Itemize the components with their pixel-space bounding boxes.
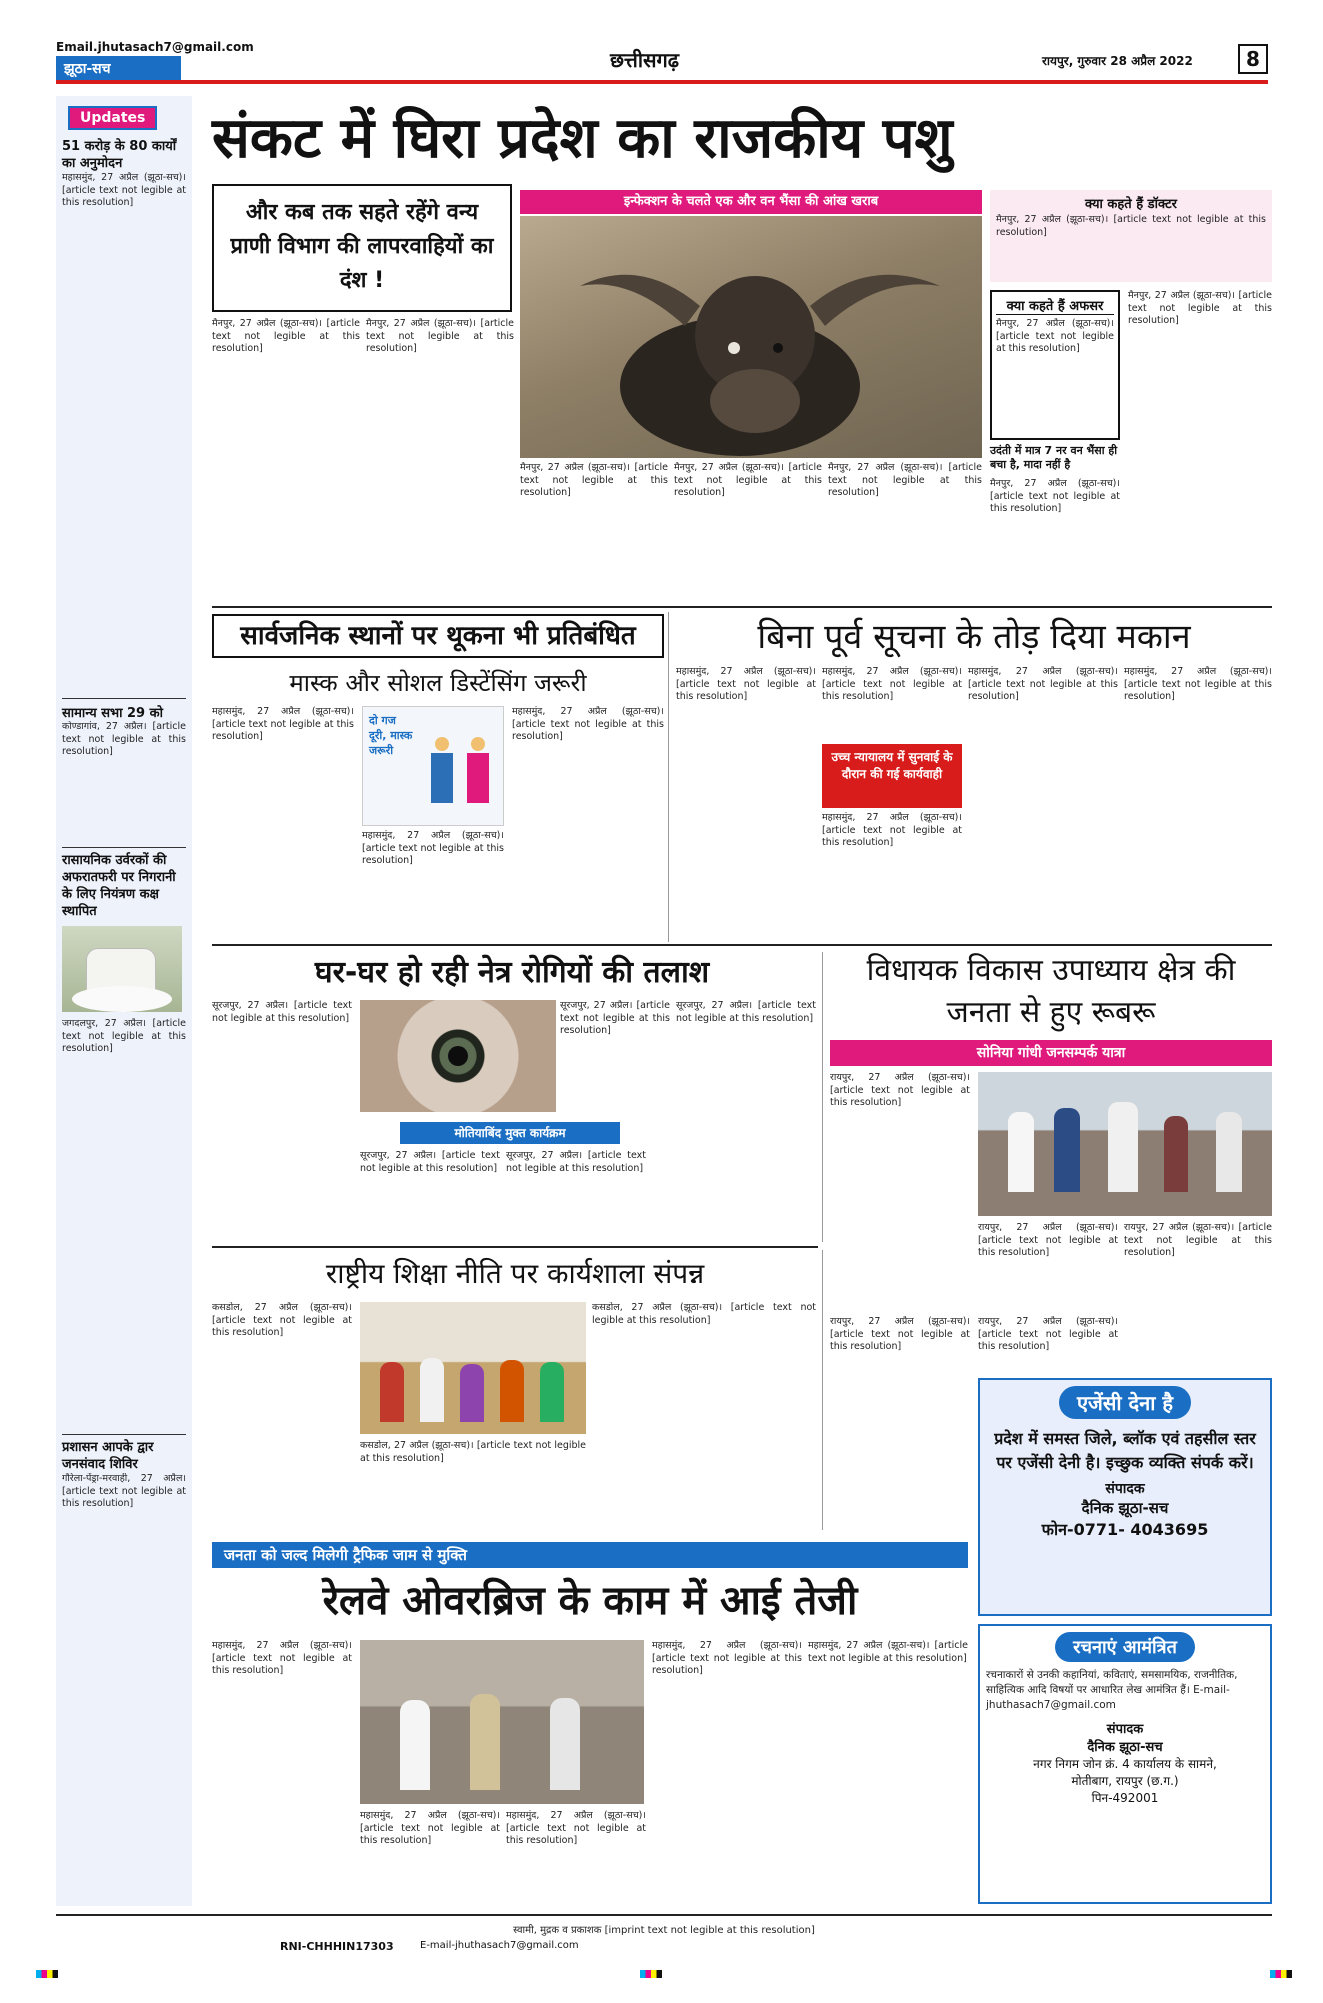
person-icon: [500, 1360, 524, 1422]
registration-mark: [1270, 1970, 1292, 1978]
demolition-col-3: महासमुंद, 27 अप्रैल (झूठा-सच)। [article text not legible at this resolution]: [968, 666, 1118, 702]
demolition-headline: बिना पूर्व सूचना के तोड़ दिया मकान: [757, 617, 1191, 657]
masthead-dateline: रायपुर, गुरुवार 28 अप्रैल 2022: [1042, 54, 1193, 68]
lead-col-1: मैनपुर, 27 अप्रैल (झूठा-सच)। [article text not legible at this resolution]: [212, 318, 360, 354]
education-col-3: कसडोल, 27 अप्रैल (झूठा-सच)। [article text not legible at this resolution]: [592, 1302, 816, 1326]
demolition-col-4: महासमुंद, 27 अप्रैल (झूठा-सच)। [article text not legible at this resolution]: [1124, 666, 1272, 702]
person-icon: [460, 1364, 484, 1422]
officer-box: [990, 290, 1120, 440]
mla-col-4: रायपुर, 27 अप्रैल (झूठा-सच)। [article text not legible at this resolution]: [830, 1316, 970, 1352]
lead-highlight: उदंती में मात्र 7 नर वन भैंसा ही बचा है, मादा नहीं है: [990, 444, 1118, 471]
buffalo-illustration: [520, 216, 982, 458]
invite-ad-editor: संपादक: [1106, 1722, 1144, 1737]
divider-mid-2: [822, 952, 823, 1242]
person-icon: [1008, 1112, 1034, 1192]
officer-box-body: मैनपुर, 27 अप्रैल (झूठा-सच)। [article text not legible at this resolution]: [996, 318, 1114, 354]
spitting-col-1: महासमुंद, 27 अप्रैल (झूठा-सच)। [article text not legible at this resolution]: [212, 706, 354, 742]
person-icon: [1054, 1108, 1080, 1192]
railway-col-2: महासमुंद, 27 अप्रैल (झूठा-सच)। [article text not legible at this resolution]: [360, 1810, 500, 1846]
eye-col-3: सूरजपुर, 27 अप्रैल। [article text not legible at this resolution]: [560, 1000, 670, 1036]
doctor-box-body: मैनपुर, 27 अप्रैल (झूठा-सच)। [article text not legible at this resolution]: [996, 214, 1266, 238]
person-icon: [1216, 1112, 1242, 1192]
person-icon: [1164, 1116, 1188, 1192]
mla-col-1: रायपुर, 27 अप्रैल (झूठा-सच)। [article text not legible at this resolution]: [830, 1072, 970, 1108]
footer-rni: RNI-CHHHIN17303: [280, 1940, 394, 1953]
invite-ad-address-2: मोतीबाग, रायपुर (छ.ग.): [1071, 1774, 1179, 1788]
divider-lead: [212, 606, 1272, 608]
masthead-email[interactable]: Email.jhutasach7@gmail.com: [56, 40, 254, 54]
railway-col-5: महासमुंद, 27 अप्रैल (झूठा-सच)। [article text not legible at this resolution]: [808, 1640, 968, 1664]
invite-ad-pincode: पिन-492001: [1091, 1791, 1159, 1805]
invite-ad: [978, 1624, 1272, 1904]
person-icon: [540, 1362, 564, 1422]
divider-row3: [212, 1246, 818, 1248]
railway-col-1: महासमुंद, 27 अप्रैल (झूठा-सच)। [article text not legible at this resolution]: [212, 1640, 352, 1676]
divider-row2: [212, 944, 1272, 946]
doctor-box-title: क्या कहते हैं डॉक्टर: [1085, 197, 1177, 212]
person-icon: [435, 737, 449, 751]
railway-kicker: जनता को जल्द मिलेगी ट्रैफिक जाम से मुक्ति: [212, 1542, 968, 1568]
sidebar-story3-headline: रासायनिक उर्वरकों की अफरातफरी पर निगरानी के लिए नियंत्रण कक्ष स्थापित: [62, 847, 186, 920]
mla-col-2: रायपुर, 27 अप्रैल (झूठा-सच)। [article text not legible at this resolution]: [978, 1222, 1118, 1258]
person-icon: [420, 1358, 444, 1422]
lead-photo-banner: इन्फेक्शन के चलते एक और वन भैंसा की आंख खराब: [520, 190, 982, 214]
railway-col-3: महासमुंद, 27 अप्रैल (झूठा-सच)। [article text not legible at this resolution]: [506, 1810, 646, 1846]
masthead: [0, 0, 1323, 90]
spitting-headline: सार्वजनिक स्थानों पर थूकना भी प्रतिबंधित: [212, 614, 664, 658]
agency-ad-contact-label: संपादक: [1105, 1481, 1145, 1497]
demolition-col-2: महासमुंद, 27 अप्रैल (झूठा-सच)। [article text not legible at this resolution]: [822, 666, 962, 702]
demolition-col-1: महासमुंद, 27 अप्रैल (झूठा-सच)। [article text not legible at this resolution]: [676, 666, 816, 702]
demolition-callout: उच्च न्यायालय में सुनवाई के दौरान की गई कार्यवाही: [822, 744, 962, 808]
mla-col-3: रायपुर, 27 अप्रैल (झूठा-सच)। [article text not legible at this resolution]: [1124, 1222, 1272, 1258]
eye-col-4: सूरजपुर, 27 अप्रैल। [article text not legible at this resolution]: [506, 1150, 646, 1174]
person-icon: [471, 737, 485, 751]
person-icon: [380, 1362, 404, 1422]
officer-box-title: क्या कहते हैं अफसर: [996, 296, 1114, 315]
person-icon: [400, 1700, 430, 1790]
spitting-poster-text: दो गज दूरी, मास्क जरूरी: [369, 714, 413, 757]
registration-mark: [36, 1970, 58, 1978]
sidebar-story2-headline: सामान्य सभा 29 को: [62, 698, 186, 721]
person-icon: [550, 1698, 580, 1790]
sidebar-story4-body: गौरेला-पेंड्रा-मरवाही, 27 अप्रैल। [article text not legible at this resolution]: [62, 1473, 186, 1509]
education-col-2: कसडोल, 27 अप्रैल (झूठा-सच)। [article text not legible at this resolution]: [360, 1440, 586, 1464]
divider-mid: [668, 612, 669, 942]
agency-ad-paper: दैनिक झूठा-सच: [1081, 1499, 1169, 1517]
lead-col-5: मैनपुर, 27 अप्रैल (झूठा-सच)। [article text not legible at this resolution]: [828, 462, 982, 498]
agency-ad-body: प्रदेश में समस्त जिले, ब्लॉक एवं तहसील स्तर पर एजेंसी देनी है। इच्छुक व्यक्ति संपर्क करें।: [994, 1429, 1256, 1472]
mla-photo: [978, 1072, 1272, 1216]
sidebar-story4-headline: प्रशासन आपके द्वार जनसंवाद शिविर: [62, 1434, 186, 1473]
fertilizer-photo: [62, 926, 182, 1012]
spitting-col-3: महासमुंद, 27 अप्रैल (झूठा-सच)। [article text not legible at this resolution]: [512, 706, 664, 742]
mla-banner: सोनिया गांधी जनसम्पर्क यात्रा: [830, 1040, 1272, 1066]
spitting-poster: [362, 706, 504, 826]
railway-photo: [360, 1640, 644, 1804]
lead-col-right: मैनपुर, 27 अप्रैल (झूठा-सच)। [article text not legible at this resolution]: [1128, 290, 1272, 326]
eye-col-1: सूरजपुर, 27 अप्रैल। [article text not legible at this resolution]: [212, 1000, 352, 1024]
invite-ad-address-1: नगर निगम जोन क्रं. 4 कार्यालय के सामने,: [1033, 1757, 1217, 1771]
person-icon: [467, 753, 489, 803]
masthead-brand: झूठा-सच: [56, 56, 181, 80]
masthead-rule: [56, 80, 1268, 84]
eye-icon: [448, 1046, 468, 1066]
masthead-section: छत्तीसगढ़: [610, 48, 680, 72]
education-headline: राष्ट्रीय शिक्षा नीति पर कार्यशाला संपन्न: [325, 1257, 705, 1290]
lead-subhead-box: [212, 184, 512, 312]
page-number: 8: [1238, 44, 1268, 74]
person-icon: [470, 1694, 500, 1790]
lead-col-2: मैनपुर, 27 अप्रैल (झूठा-सच)। [article text not legible at this resolution]: [366, 318, 514, 354]
eye-caption: मोतियाबिंद मुक्त कार्यक्रम: [400, 1122, 620, 1144]
sidebar-story2-body: कोण्डागांव, 27 अप्रैल। [article text not legible at this resolution]: [62, 721, 186, 757]
divider-mid-3: [822, 1250, 823, 1530]
footer-imprint: स्वामी, मुद्रक व प्रकाशक [imprint text not legible at this resolution]: [513, 1925, 815, 1936]
eye-photo: [360, 1000, 556, 1112]
invite-ad-title: रचनाएं आमंत्रित: [1055, 1632, 1195, 1662]
education-col-1: कसडोल, 27 अप्रैल (झूठा-सच)। [article text not legible at this resolution]: [212, 1302, 352, 1338]
invite-ad-body: रचनाकारों से उनकी कहानियां, कविताएं, समसामयिक, राजनीतिक, साहित्यिक आदि विषयों पर आधारित लेख आमंत्रित हैं। E-mail-jhuthasach7@gmail.com: [986, 1669, 1238, 1711]
sidebar-story1-body: महासमुंद, 27 अप्रैल (झूठा-सच)। [article text not legible at this resolution]: [62, 172, 186, 208]
doctor-box: [990, 190, 1272, 282]
eye-col-5: सूरजपुर, 27 अप्रैल। [article text not legible at this resolution]: [676, 1000, 816, 1024]
railway-headline: रेलवे ओवरब्रिज के काम में आई तेजी: [322, 1578, 858, 1624]
mla-headline: विधायक विकास उपाध्याय क्षेत्र की जनता से हुए रूबरू: [866, 953, 1236, 1030]
lead-col-3: मैनपुर, 27 अप्रैल (झूठा-सच)। [article text not legible at this resolution]: [520, 462, 668, 498]
demolition-col-2b: महासमुंद, 27 अप्रैल (झूठा-सच)। [article text not legible at this resolution]: [822, 812, 962, 848]
footer-email[interactable]: E-mail-jhuthasach7@gmail.com: [420, 1940, 579, 1951]
lead-headline: संकट में घिरा प्रदेश का राजकीय पशु: [212, 105, 953, 171]
mla-col-5: रायपुर, 27 अप्रैल (झूठा-सच)। [article text not legible at this resolution]: [978, 1316, 1118, 1352]
eye-headline: घर-घर हो रही नेत्र रोगियों की तलाश: [314, 955, 710, 990]
sidebar-story3-body: जगदलपुर, 27 अप्रैल। [article text not legible at this resolution]: [62, 1018, 186, 1054]
sidebar: [56, 96, 192, 1906]
footer-rule: [56, 1914, 1272, 1916]
sidebar-story1-headline: 51 करोड़ के 80 कार्यों का अनुमोदन: [62, 139, 177, 171]
railway-col-4: महासमुंद, 27 अप्रैल (झूठा-सच)। [article text not legible at this resolution]: [652, 1640, 802, 1676]
eye-col-2: सूरजपुर, 27 अप्रैल। [article text not legible at this resolution]: [360, 1150, 500, 1174]
lead-col-4: मैनपुर, 27 अप्रैल (झूठा-सच)। [article text not legible at this resolution]: [674, 462, 822, 498]
person-icon: [1108, 1102, 1138, 1192]
invite-ad-paper: दैनिक झूठा-सच: [1087, 1740, 1163, 1755]
spitting-subhead: मास्क और सोशल डिस्टेंसिंग जरूरी: [289, 669, 587, 697]
lead-subhead: और कब तक सहते रहेंगे वन्य प्राणी विभाग की लापरवाहियों का दंश !: [230, 200, 494, 293]
education-photo: [360, 1302, 586, 1434]
buffalo-photo: [520, 216, 982, 458]
agency-ad-phone[interactable]: फोन-0771- 4043695: [1041, 1520, 1209, 1539]
updates-label: Updates: [68, 106, 157, 130]
agency-ad: [978, 1378, 1272, 1616]
registration-mark: [640, 1970, 662, 1978]
person-icon: [431, 753, 453, 803]
lead-col-b: मैनपुर, 27 अप्रैल (झूठा-सच)। [article text not legible at this resolution]: [990, 478, 1120, 514]
spitting-col-2: महासमुंद, 27 अप्रैल (झूठा-सच)। [article text not legible at this resolution]: [362, 830, 504, 866]
agency-ad-title: एजेंसी देना है: [1059, 1386, 1191, 1419]
